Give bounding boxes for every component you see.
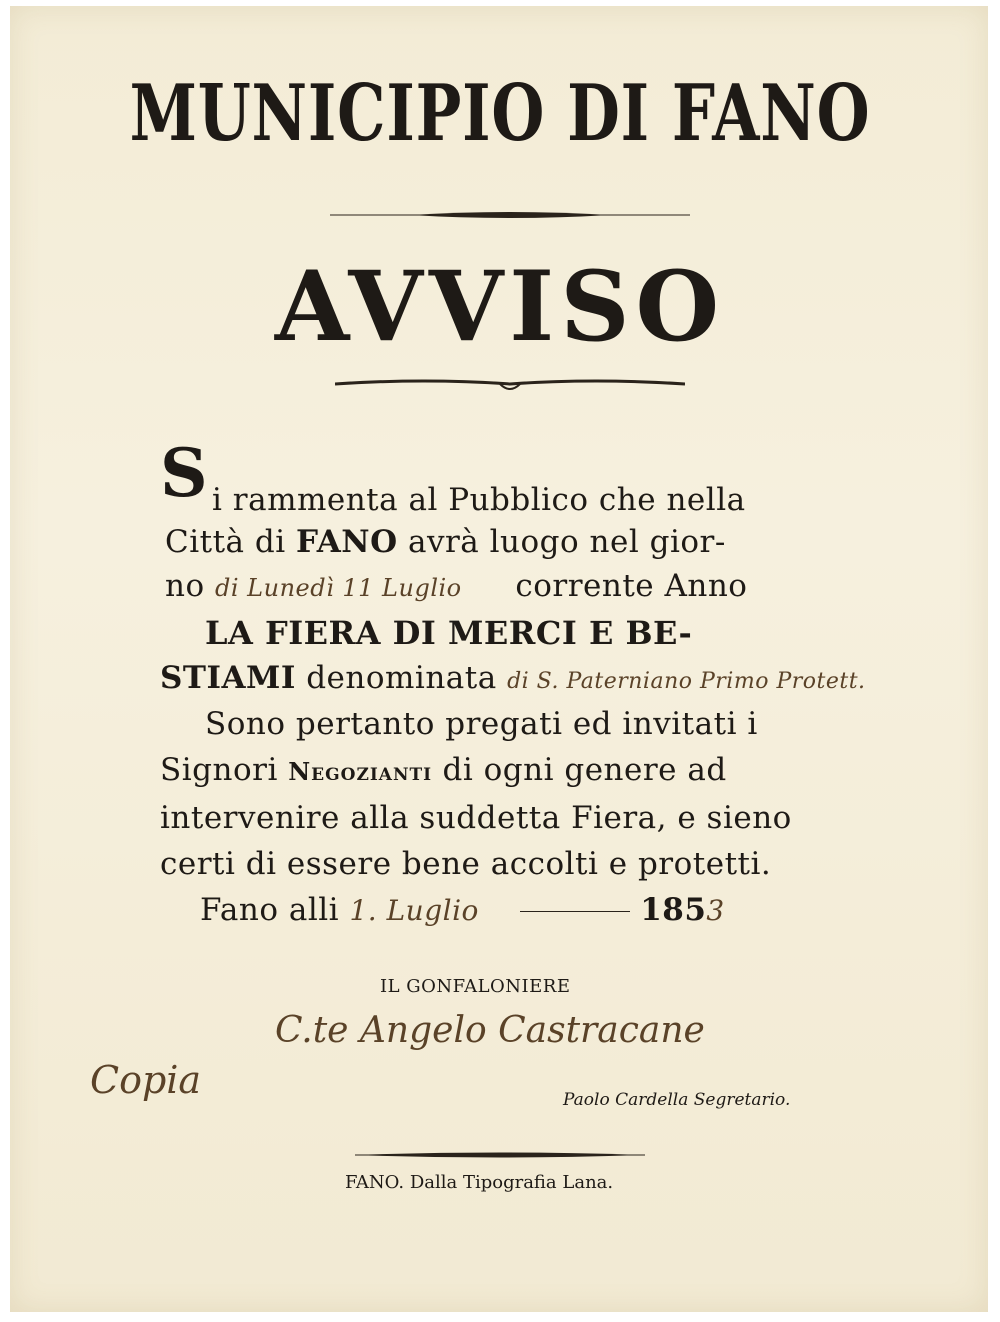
body-line-5a: STIAMI <box>160 660 296 696</box>
poster-sheet <box>10 6 988 1312</box>
date-line <box>200 892 725 928</box>
handwritten-day: di Lunedì 11 Luglio <box>215 574 462 602</box>
handwritten-year-digit: 3 <box>706 894 725 927</box>
body-line-3a: no <box>165 568 205 604</box>
body-line-2 <box>165 524 726 560</box>
handwritten-fair-name: di S. Paterniano Primo Protett. <box>507 669 866 694</box>
date-line-rule <box>520 911 630 912</box>
notice-heading: AVVISO <box>274 250 726 363</box>
drop-cap-s: S <box>160 434 208 512</box>
body-line-7c: di ogni genere ad <box>442 752 727 788</box>
body-line-1: i rammenta al Pubblico che nella <box>212 482 746 518</box>
handwritten-date: 1. Luglio <box>349 894 479 927</box>
body-line-3b: corrente Anno <box>515 568 748 604</box>
body-line-9: certi di essere bene accolti e protetti. <box>160 846 772 882</box>
body-line-4: LA FIERA DI MERCI E BE- <box>205 614 693 652</box>
city-name: FANO <box>296 524 398 560</box>
printed-year: 185 <box>640 892 707 928</box>
body-line-2a: Città di <box>165 524 286 560</box>
ornamental-rule-top <box>330 205 690 225</box>
body-line-7 <box>160 752 727 788</box>
body-line-5b: denominata <box>306 660 497 696</box>
body-line-3 <box>165 568 747 604</box>
gonfaloniere-title: IL GONFALONIERE <box>380 976 571 997</box>
body-line-8: intervenire alla suddetta Fiera, e sieno <box>160 800 792 836</box>
ornamental-rule-bottom <box>335 372 685 396</box>
body-line-6: Sono pertanto pregati ed invitati i <box>205 706 758 742</box>
gonfaloniere-signature: C.te Angelo Castracane <box>275 1010 705 1051</box>
body-line-2c: avrà luogo nel gior- <box>407 524 726 560</box>
negozianti-word: Negozianti <box>288 757 433 786</box>
ornamental-rule-footer <box>355 1148 645 1162</box>
body-line-7a: Signori <box>160 752 278 788</box>
printer-imprint: FANO. Dalla Tipografia Lana. <box>345 1172 614 1193</box>
copia-annotation: Copia <box>90 1058 202 1102</box>
poster-title: MUNICIPIO DI FANO <box>129 68 871 159</box>
date-prefix: Fano alli <box>200 892 340 928</box>
secretary-name: Paolo Cardella Segretario. <box>563 1090 791 1110</box>
body-line-5 <box>160 660 866 696</box>
